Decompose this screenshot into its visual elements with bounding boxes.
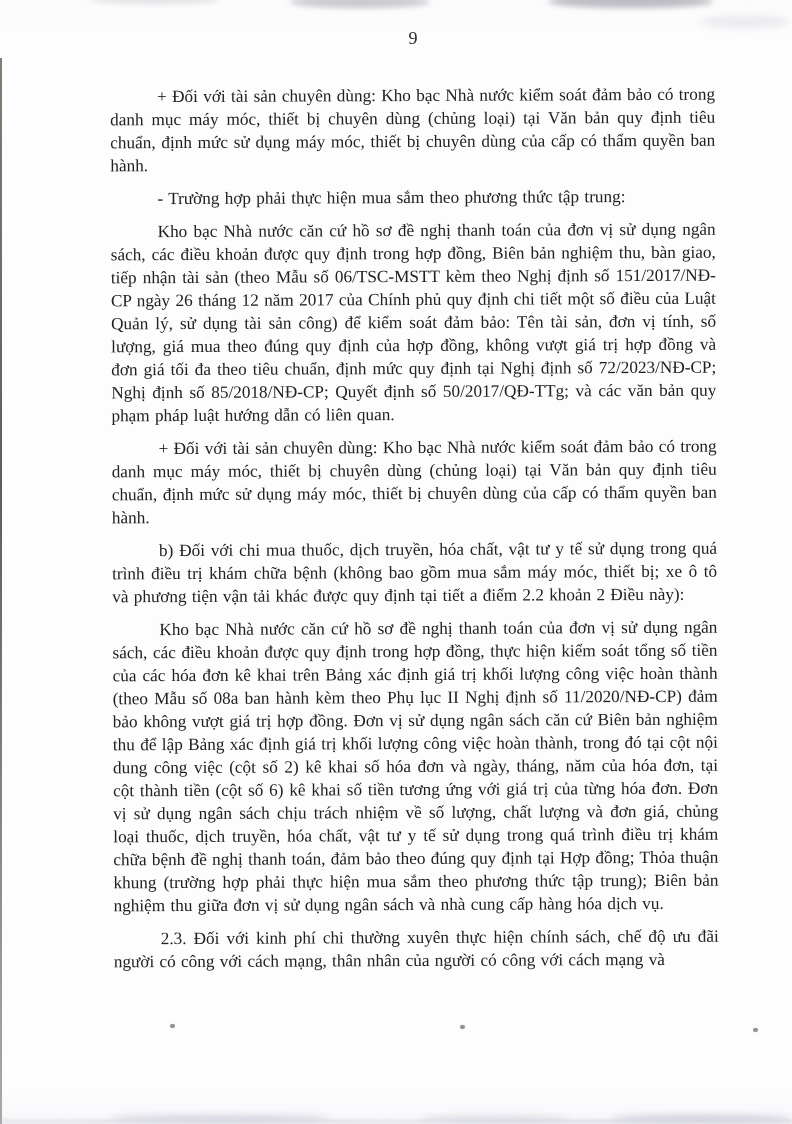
paragraph: Kho bạc Nhà nước căn cứ hồ sơ đề nghị thanh toán của đơn vị sử dụng ngân sách, các điều khoản được quy định trong hợp đồng, thực hiện kiểm soát tổng số tiền của các hóa đơn kê khai trên Bảng xác định giá trị khối lượng công việc hoàn thành (theo Mẫu số 08a ban hành kèm theo Phụ lục II Nghị định số 11/2020/NĐ-CP) đảm bảo không vượt giá trị hợp đồng. Đơn vị sử dụng ngân sách căn cứ Biên bản nghiệm thu để lập Bảng xác định giá trị khối lượng công việc hoàn thành, trong đó tại cột nội dung công việc (cột số 2) kê khai số hóa đơn và ngày, tháng, năm của hóa đơn, tại cột thành tiền (cột số 6) kê khai số tiền tương ứng với giá trị của từng hóa đơn. Đơn vị sử dụng ngân sách chịu trách nhiệm về số lượng, chất lượng và đơn giá, chủng loại thuốc, dịch truyền, hóa chất, vật tư y tế sử dụng trong quá trình điều trị khám chữa bệnh đề nghị thanh toán, đảm bảo theo đúng quy định tại Hợp đồng; Thỏa thuận khung (trường hợp phải thực hiện mua sắm theo phương thức tập trung); Biên bản nghiệm thu giữa đơn vị sử dụng ngân sách và nhà cung cấp hàng hóa dịch vụ.: [112, 617, 719, 916]
scan-top-smudge: [90, 0, 220, 4]
scan-top-smudge: [290, 0, 430, 8]
paragraph: - Trường hợp phải thực hiện mua sắm theo phương thức tập trung:: [157, 187, 626, 209]
paragraph: b) Đối với chi mua thuốc, dịch truyền, hóa chất, vật tư y tế sử dụng trong quá trình điều trị khám chữa bệnh (không bao gồm mua sắm máy móc, thiết bị; xe ô tô và phương tiện vận tải khác được quy định tại tiết a điểm 2.2 khoản 2 Điều này):: [112, 538, 718, 607]
scan-speck: [753, 1028, 758, 1032]
scan-speck: [460, 1025, 465, 1029]
scan-speck: [170, 1024, 175, 1028]
paragraph: + Đối với tài sản chuyên dùng: Kho bạc Nhà nước kiểm soát đảm bảo có trong danh mục máy móc, thiết bị chuyên dùng (chủng loại) tại Văn bản quy định tiêu chuẩn, định mức sử dụng máy móc, thiết bị chuyên dùng của cấp có thẩm quyền ban hành.: [110, 84, 716, 176]
paragraph: 2.3. Đối với kinh phí chi thường xuyên thực hiện chính sách, chế độ ưu đãi người có công với cách mạng, thân nhân của người có công với cách mạng và: [113, 926, 719, 972]
scan-bottom-smudge: [610, 1114, 792, 1122]
scan-top-smudge: [700, 16, 790, 28]
scan-bottom-smudge: [110, 1114, 330, 1122]
paragraph: + Đối với tài sản chuyên dùng: Kho bạc Nhà nước kiểm soát đảm bảo có trong danh mục máy móc, thiết bị chuyên dùng (chủng loại) tại Văn bản quy định tiêu chuẩn, định mức sử dụng máy móc, thiết bị chuyên dùng của cấp có thẩm quyền ban hành.: [111, 436, 717, 528]
scan-bottom-smudge: [420, 1115, 570, 1122]
paragraph: Kho bạc Nhà nước căn cứ hồ sơ đề nghị thanh toán của đơn vị sử dụng ngân sách, các điều khoản được quy định trong hợp đồng, Biên bản nghiệm thu, bàn giao, tiếp nhận tài sản (theo Mẫu số 06/TSC-MSTT kèm theo Nghị định số 151/2017/NĐ-CP ngày 26 tháng 12 năm 2017 của Chính phủ quy định chi tiết một số điều của Luật Quản lý, sử dụng tài sản công) để kiểm soát đảm bảo: Tên tài sản, đơn vị tính, số lượng, giá mua theo đúng quy định của hợp đồng, không vượt giá trị hợp đồng và đơn giá tối đa theo tiêu chuẩn, định mức quy định tại Nghị định số 72/2023/NĐ-CP; Nghị định số 85/2018/NĐ-CP; Quyết định số 50/2017/QĐ-TTg; và các văn bản quy phạm pháp luật hướng dẫn có liên quan.: [110, 219, 717, 426]
scan-bottom-edge: [0, 1119, 792, 1124]
scan-top-smudge: [548, 0, 713, 8]
page-number: 9: [408, 28, 418, 48]
scan-left-edge-line: [0, 58, 2, 1124]
document-body: [110, 83, 719, 984]
